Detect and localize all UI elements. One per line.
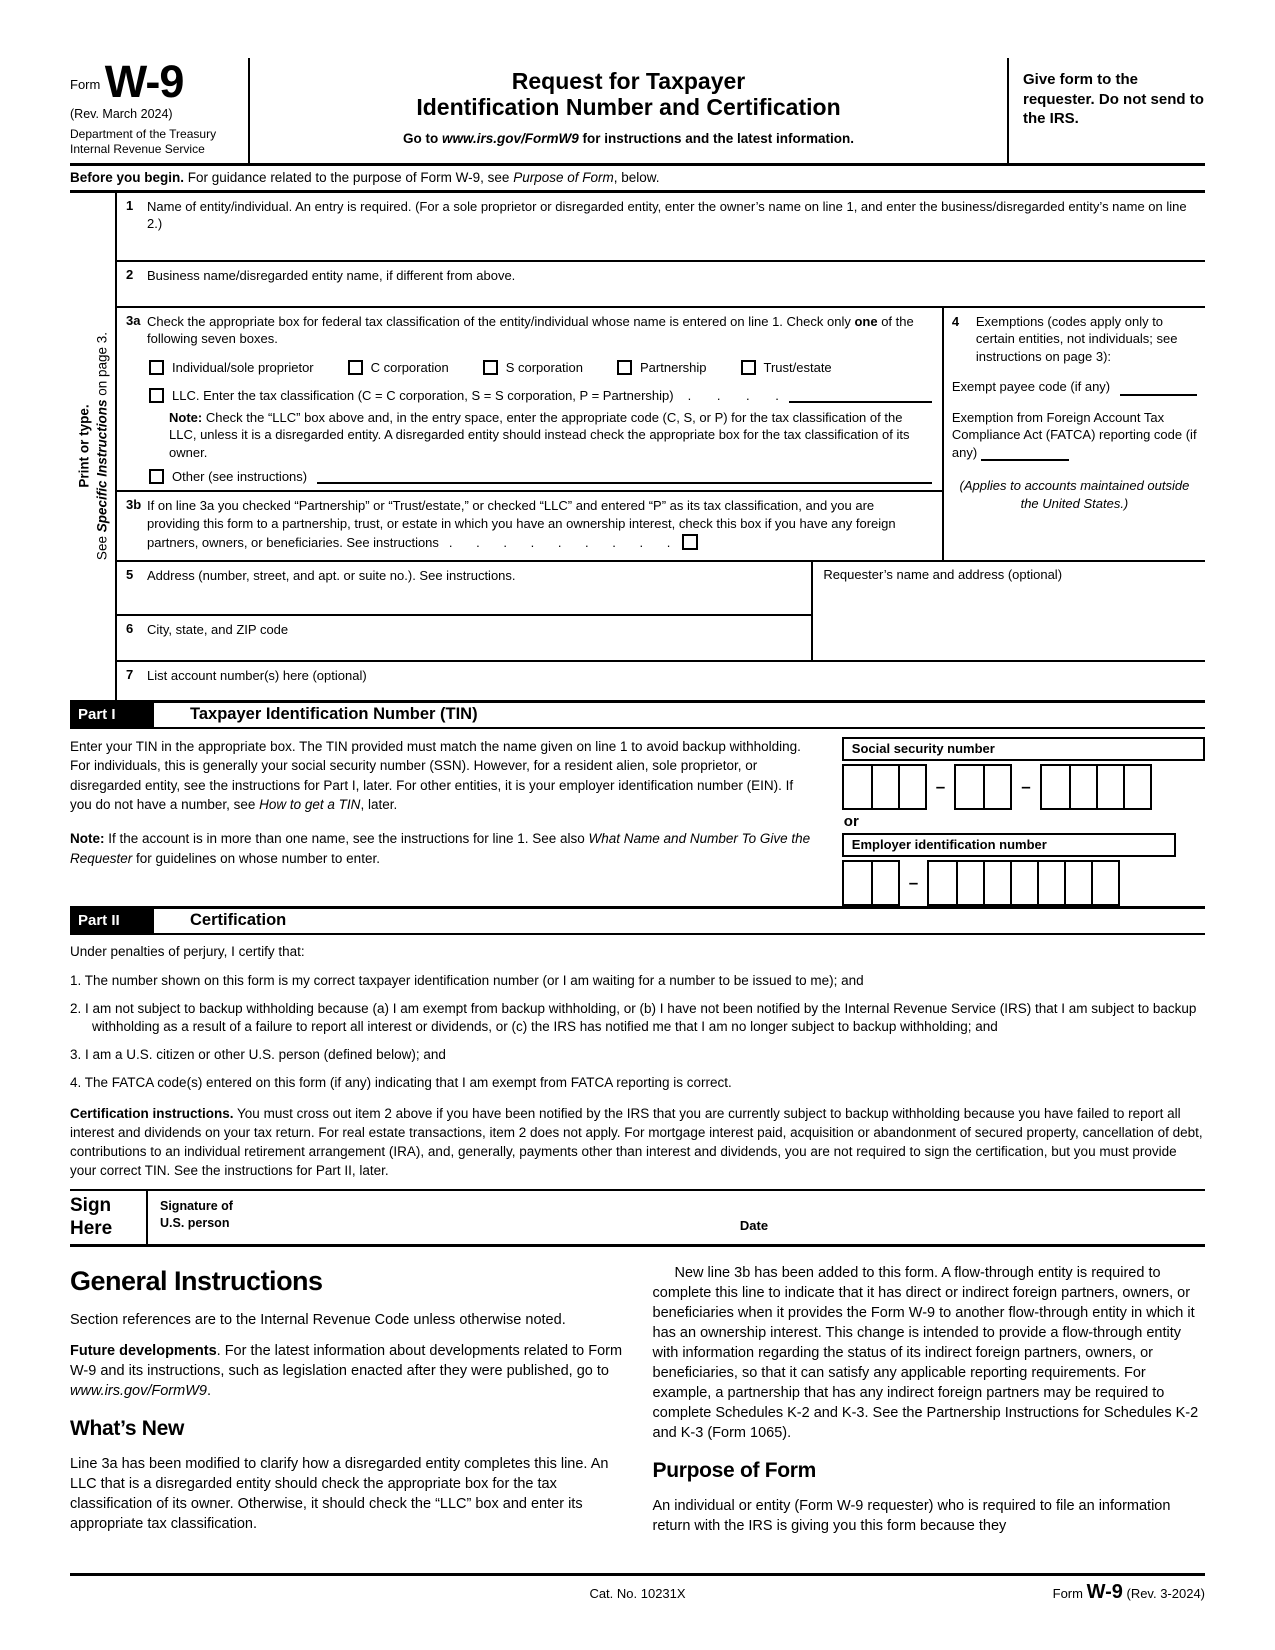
agency: Internal Revenue Service	[70, 141, 205, 156]
cert-item-1-num: 1.	[70, 972, 82, 988]
future-developments-text: . For the latest information about developments related to Form W-9 and its instructions, such as legislation enacted after they were published, go to	[70, 1342, 623, 1379]
checkbox-partnership	[617, 360, 706, 375]
print-or-type-note	[75, 196, 110, 696]
future-developments-paragraph	[70, 1341, 623, 1401]
ein-digit-2[interactable]	[871, 862, 898, 904]
irs-url-link[interactable]: www.irs.gov/FormW9	[441, 130, 579, 146]
ssn-dash-2: –	[1021, 776, 1031, 796]
before-italic: Purpose of Form	[513, 169, 614, 185]
date-label: Date	[739, 1217, 769, 1233]
line3a-text2: of the following seven boxes.	[147, 313, 914, 347]
side-instruction-column	[70, 193, 115, 700]
form-revision: (Rev. March 2024)	[70, 106, 173, 121]
specific-instructions: Specific Instructions	[93, 399, 109, 533]
address-input[interactable]	[147, 584, 811, 613]
title-line1: Request for Taxpayer	[511, 68, 746, 94]
exempt-payee-line	[952, 378, 1197, 396]
foreign-partners-checkbox[interactable]	[682, 534, 698, 550]
part2-title: Certification	[190, 910, 287, 929]
certification-intro: Under penalties of perjury, I certify that:	[70, 943, 305, 959]
llc-dots: . . . .	[687, 387, 779, 403]
line3a-cell	[117, 308, 942, 491]
signature-of-label	[148, 1191, 740, 1244]
line3b-text: If on line 3a you checked “Partnership” or “Trust/estate,” or checked “LLC” and entered “P” as its tax classification, and you are providing this form to a partnership, trust, or estate in which you have an ownership interest, check this box if you have any foreign partners, owners, or beneficiaries. See instructions	[147, 498, 896, 550]
ssn-label: Social security number	[842, 737, 1205, 761]
title-line2: Identification Number and Certification	[416, 94, 841, 121]
line5-cell	[117, 562, 811, 614]
cert-item-3	[70, 1046, 1205, 1065]
line7-row	[117, 660, 1205, 700]
goto-line	[266, 131, 991, 146]
line3a-text1: Check the appropriate box for federal tax classification of the entity/individual whose name is entered on line 1. Check only	[147, 313, 855, 329]
s-corporation-label: S corporation	[505, 359, 584, 375]
individual-label: Individual/sole proprietor	[172, 359, 314, 375]
tin-note-italic: What Name and Number To Give the Requester	[70, 831, 811, 866]
ein-digit-row	[842, 860, 1205, 906]
whats-new-paragraph: Line 3a has been modified to clarify how a disregarded entity completes this line. An LLC that is a disregarded entity should check the appropriate box for the tax classification of its owner. Otherwise, it should check the “LLC” box and enter its appropriate tax classification.	[70, 1455, 609, 1532]
footer-form-number: W-9	[1086, 1581, 1123, 1603]
before-you-begin	[70, 166, 1205, 193]
or-label: or	[843, 812, 859, 830]
whats-new-heading: What’s New	[70, 1416, 185, 1440]
line3b-dots: . . . . . . . . .	[448, 534, 671, 550]
before-text2: , below.	[613, 169, 660, 185]
cert-item-2	[70, 1000, 1205, 1038]
checkbox-s-corp	[483, 360, 583, 375]
ssn-group3	[1040, 764, 1152, 810]
instructions-section	[70, 1263, 1205, 1547]
give-form-note: Give form to the requester. Do not send to the IRS.	[1023, 71, 1204, 127]
other-label: Other (see instructions)	[172, 469, 308, 485]
see-prefix: See	[93, 532, 109, 561]
certification-instructions	[70, 1105, 1205, 1181]
line2-number: 2	[126, 266, 134, 282]
footer-form-id	[686, 1581, 1205, 1604]
cert-item-3-text: I am a U.S. citizen or other U.S. person (defined below); and	[81, 1047, 446, 1063]
section-references-paragraph: Section references are to the Internal Revenue Code unless otherwise noted.	[70, 1311, 566, 1328]
cert-item-3-num: 3.	[70, 1047, 82, 1063]
tin-note-paragraph	[70, 829, 816, 868]
part1-header	[70, 700, 1205, 729]
s-corporation-checkbox[interactable]	[483, 360, 498, 375]
sign-word: Sign	[70, 1194, 112, 1216]
line3a-number: 3a	[126, 312, 141, 328]
future-developments-url[interactable]: www.irs.gov/FormW9	[70, 1382, 207, 1399]
line4-number: 4	[951, 313, 960, 329]
tin-paragraph	[70, 737, 816, 815]
ein-digit-5[interactable]	[983, 862, 1010, 904]
line5-number: 5	[126, 566, 134, 582]
c-corporation-label: C corporation	[370, 359, 449, 375]
cert-item-1-text: The number shown on this form is my correct taxpayer identification number (or I am waiting for a number to be issued to me); and	[81, 972, 864, 988]
sign-here-row	[70, 1189, 1205, 1247]
trust-estate-checkbox[interactable]	[741, 360, 756, 375]
line2-business-name-input[interactable]	[147, 284, 1205, 305]
line5-label: Address (number, street, and apt. or suite no.). See instructions.	[147, 567, 516, 583]
line1-name-input[interactable]	[147, 233, 1205, 260]
goto-prefix: Go to	[402, 130, 442, 146]
cert-item-1	[70, 972, 1205, 991]
purpose-of-form-paragraph: An individual or entity (Form W-9 requester) who is required to file an information return with the IRS is giving you this form because they	[652, 1497, 1171, 1534]
line3-left-column	[117, 308, 944, 560]
new-line-3b-paragraph: New line 3b has been added to this form. A flow-through entity is required to complete this line to indicate that it has direct or indirect foreign partners, owners, or beneficiaries when it provides the Form W-9 to another flow-through entity in which it has an ownership interest. This change is intended to provide a flow-through entity with information regarding the status of its indirect foreign partners, owners, or beneficiaries, so that it can satisfy any applicable reporting requirements. For example, a partnership that has any indirect foreign partners may be required to complete Schedules K-2 and K-3. See the Partnership Instructions for Schedules K-2 and K-3 (Form 1065).	[652, 1264, 1199, 1441]
llc-checkbox[interactable]	[149, 388, 164, 403]
footer-revision: (Rev. 3-2024)	[1126, 1586, 1205, 1601]
checkbox-c-corp	[348, 360, 449, 375]
form-fields-table	[70, 193, 1205, 700]
ein-digit-1[interactable]	[844, 862, 871, 904]
applies-note: (Applies to accounts maintained outside the United States.)	[959, 478, 1190, 511]
line1-cell	[147, 193, 1205, 260]
ssn-digit-6[interactable]	[1042, 766, 1069, 808]
signature-of-line1: Signature of	[160, 1198, 233, 1213]
other-line	[117, 461, 942, 484]
fatca-label: Exemption from Foreign Account Tax Compliance Act (FATCA) reporting code (if any)	[951, 409, 1197, 460]
line3b-number: 3b	[126, 497, 142, 513]
purpose-of-form-heading: Purpose of Form	[652, 1458, 817, 1482]
partnership-checkbox[interactable]	[617, 360, 632, 375]
see-suffix: on page 3.	[93, 332, 109, 400]
city-state-zip-input[interactable]	[147, 638, 811, 659]
ssn-digit-7[interactable]	[1069, 766, 1096, 808]
part1-label: Part I	[70, 703, 154, 727]
other-checkbox[interactable]	[149, 469, 164, 484]
fatca-line	[952, 409, 1197, 462]
line7-number: 7	[126, 666, 134, 682]
llc-note-text: Check the “LLC” box above and, in the entry space, enter the appropriate code (C, S, or P) for the tax classification of the LLC, unless it is a disregarded entity. A disregarded entity should instead check the appropriate box for the tax classification of its owner.	[169, 409, 910, 460]
instructions-right-column	[653, 1263, 1206, 1547]
llc-label: LLC. Enter the tax classification (C = C corporation, S = S corporation, P = Partnership)	[172, 387, 674, 403]
line2-row	[117, 260, 1205, 306]
cert-item-2-num: 2.	[70, 1000, 82, 1016]
ein-digit-8[interactable]	[1064, 862, 1091, 904]
part1-text-column	[70, 737, 842, 906]
instructions-left-column	[70, 1263, 623, 1547]
line2-cell	[147, 262, 1205, 306]
account-numbers-input[interactable]	[147, 684, 1205, 699]
line3b-label	[147, 492, 942, 552]
llc-note	[117, 403, 942, 462]
tin-boxes-column	[842, 737, 1205, 906]
sign-here-label	[70, 1191, 146, 1244]
part2-body	[70, 935, 1205, 1181]
date-input[interactable]	[768, 1191, 1205, 1244]
print-or-type: Print or type.	[75, 404, 91, 488]
tin-note-bold: Note:	[70, 831, 105, 847]
exempt-payee-label: Exempt payee code (if any)	[951, 379, 1111, 395]
llc-note-bold: Note:	[169, 409, 203, 425]
requester-label: Requester’s name and address (optional)	[823, 566, 1063, 582]
department: Department of the Treasury	[70, 126, 217, 141]
line1-row	[117, 193, 1205, 260]
ssn-digit-2[interactable]	[871, 766, 898, 808]
ein-digit-9[interactable]	[1091, 862, 1118, 904]
c-corporation-checkbox[interactable]	[348, 360, 363, 375]
goto-suffix: for instructions and the latest information.	[578, 130, 855, 146]
line6-cell	[117, 614, 811, 660]
ein-digit-4[interactable]	[956, 862, 983, 904]
part2-label: Part II	[70, 909, 154, 933]
form-id-block	[70, 58, 248, 163]
llc-line	[117, 375, 942, 403]
checkbox-trust-estate	[741, 360, 832, 375]
ein-digit-3[interactable]	[929, 862, 956, 904]
line4-label: Exemptions (codes apply only to certain entities, not individuals; see instructions on page 3):	[975, 313, 1178, 364]
part1-title: Taxpayer Identification Number (TIN)	[190, 704, 478, 723]
here-word: Here	[70, 1217, 113, 1239]
ssn-digit-4[interactable]	[956, 766, 983, 808]
line1-label: Name of entity/individual. An entry is required. (For a sole proprietor or disregarded entity, enter the owner’s name on line 1, and enter the business/disregarded entity’s name on line 2.)	[147, 198, 1187, 232]
department-agency	[70, 127, 242, 157]
signature-of-line2: U.S. person	[160, 1215, 230, 1230]
page-footer	[70, 1573, 1205, 1604]
line6-label: City, state, and ZIP code	[147, 621, 289, 637]
part2-header	[70, 906, 1205, 935]
line4-exemptions-cell	[944, 308, 1205, 560]
ein-digit-7[interactable]	[1037, 862, 1064, 904]
cert-item-4	[70, 1074, 1205, 1093]
cert-instr-bold: Certification instructions.	[70, 1106, 234, 1122]
line7-cell	[147, 662, 1205, 700]
page-title	[266, 68, 991, 121]
ssn-group1	[842, 764, 927, 810]
tin-text2: , later.	[360, 797, 398, 813]
ssn-digit-9[interactable]	[1123, 766, 1150, 808]
classification-checkbox-row	[117, 348, 942, 375]
form-header	[70, 58, 1205, 166]
ssn-digit-3[interactable]	[898, 766, 925, 808]
signature-area	[146, 1191, 1205, 1244]
cert-item-4-text: The FATCA code(s) entered on this form (if any) indicating that I am exempt from FATCA reporting is correct.	[81, 1075, 732, 1091]
other-input[interactable]	[317, 470, 932, 484]
line5-6-row	[117, 560, 1205, 660]
form-title-block	[248, 58, 1009, 163]
tin-italic: How to get a TIN	[259, 797, 361, 813]
cert-instr-text: You must cross out item 2 above if you have been notified by the IRS that you are currently subject to backup withholding because you have failed to report all interest and dividends on your tax return. For real estate transactions, item 2 does not apply. For mortgage interest paid, acquisition or abandonment of secured property, cancellation of debt, contributions to an individual retirement arrangement (IRA), and, generally, payments other than interest and dividends, you are not required to sign the certification, but you must provide your correct TIN. See the instructions for Part II, later.	[70, 1106, 1203, 1178]
requester-cell	[813, 562, 1205, 660]
llc-classification-input[interactable]	[789, 388, 932, 402]
tin-text1: Enter your TIN in the appropriate box. The TIN provided must match the name given on line 1 to avoid backup withholding. For individuals, this is generally your social security number (SSN). However, for a resident alien, sole proprietor, or disregarded entity, see the instructions for Part I, later. For other entities, it is your employer identification number (EIN). If you do not have a number, see	[70, 738, 801, 813]
line6-inner	[147, 616, 811, 660]
ein-group1	[842, 860, 900, 906]
line6-number: 6	[126, 620, 134, 636]
exempt-payee-code-input[interactable]	[1120, 381, 1197, 395]
partnership-label: Partnership	[640, 359, 707, 375]
line2-label: Business name/disregarded entity name, if different from above.	[147, 267, 516, 283]
ssn-dash-1: –	[935, 776, 946, 796]
line7-label: List account number(s) here (optional)	[147, 667, 367, 683]
line3a-label	[147, 308, 942, 348]
form-word: Form	[70, 77, 101, 92]
form-number: W-9	[104, 56, 184, 107]
trust-estate-label: Trust/estate	[763, 359, 832, 375]
address-column	[117, 562, 813, 660]
checkbox-individual	[149, 360, 314, 375]
fatca-code-input[interactable]	[981, 448, 1069, 461]
ssn-digit-row	[842, 764, 1205, 810]
line5-inner	[147, 562, 811, 614]
future-developments-period: .	[206, 1382, 211, 1399]
ein-dash: –	[908, 872, 919, 892]
line1-number: 1	[126, 197, 134, 213]
ssn-digit-8[interactable]	[1096, 766, 1123, 808]
line3b-cell	[117, 490, 942, 560]
future-developments-bold: Future developments	[70, 1342, 217, 1359]
tin-note-text2: for guidelines on whose number to enter.	[132, 850, 380, 866]
fields-area	[115, 193, 1205, 700]
catalog-number: Cat. No. 10231X	[589, 1586, 686, 1601]
line3-row	[117, 306, 1205, 560]
tin-note-text1: If the account is in more than one name, see the instructions for line 1. See also	[104, 831, 589, 847]
general-instructions-heading: General Instructions	[70, 1265, 323, 1296]
ssn-digit-5[interactable]	[983, 766, 1010, 808]
before-text1: For guidance related to the purpose of Form W-9, see	[184, 169, 514, 185]
ein-label: Employer identification number	[842, 833, 1176, 857]
ein-group2	[927, 860, 1120, 906]
ssn-group2	[954, 764, 1012, 810]
ssn-digit-1[interactable]	[844, 766, 871, 808]
ein-digit-6[interactable]	[1010, 862, 1037, 904]
individual-checkbox[interactable]	[149, 360, 164, 375]
part1-body	[70, 729, 1205, 906]
cert-item-4-num: 4.	[70, 1075, 82, 1091]
before-bold: Before you begin.	[70, 169, 185, 185]
cert-item-2-text: I am not subject to backup withholding because (a) I am exempt from backup withholding, or (b) I have not been notified by the Internal Revenue Service (IRS) that I am subject to backup withholding as a result of a failure to report all interest or dividends, or (c) the IRS has notified me that I am no longer subject to backup withholding; and	[81, 1000, 1197, 1035]
footer-form-word: Form	[1052, 1586, 1083, 1601]
line3a-bold-one: one	[854, 313, 878, 329]
